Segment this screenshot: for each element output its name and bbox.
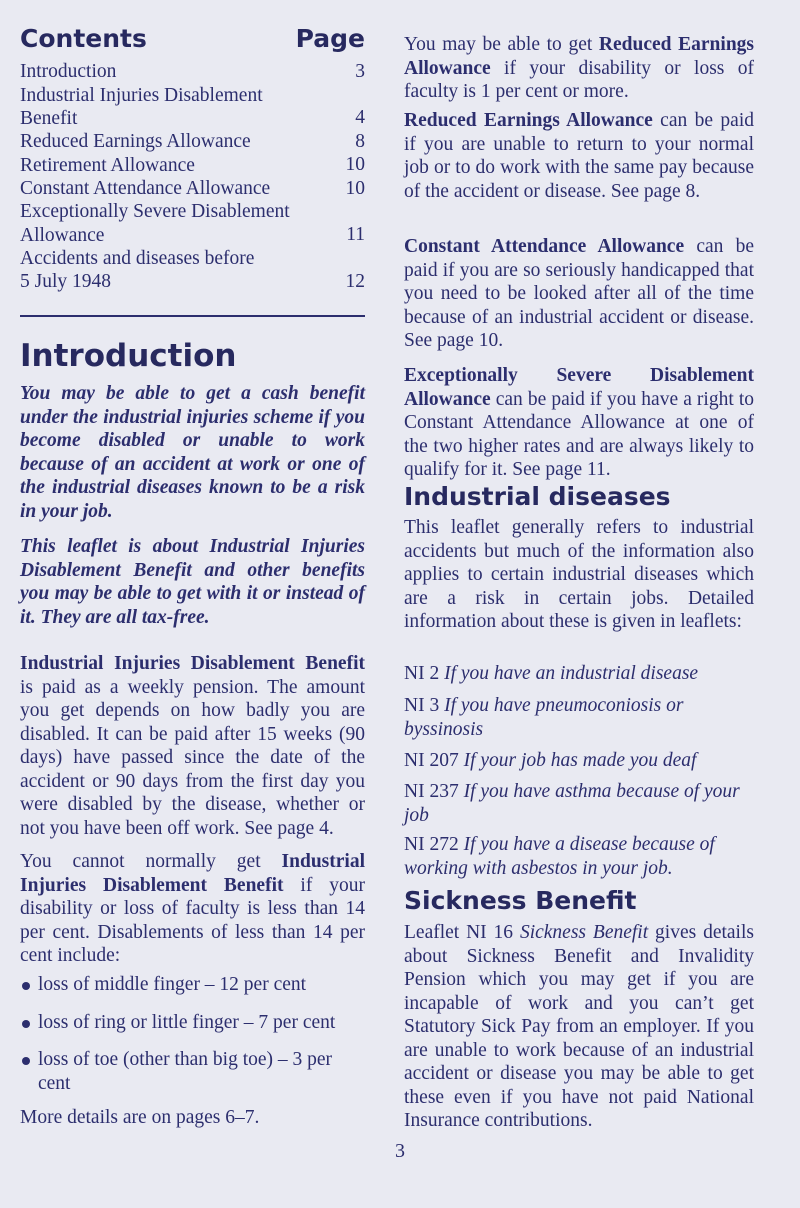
toc-item-title: Reduced Earnings Allowance bbox=[20, 131, 251, 153]
list-item bbox=[20, 1011, 365, 1035]
contents-page-label: Page bbox=[295, 24, 365, 53]
paragraph-text: You cannot normally get bbox=[20, 851, 282, 872]
list-item-text: loss of middle finger – 12 per cent bbox=[38, 974, 307, 995]
toc-item-title: Constant Attendance Allowance bbox=[20, 178, 271, 200]
leaflet-code: NI 2 bbox=[404, 663, 440, 684]
toc-item[interactable] bbox=[20, 60, 365, 84]
paragraph-text: Leaflet NI 16 bbox=[404, 922, 520, 943]
paragraph-text: gives details about Sickness Benefit and Invalidity Pension which you may get if you are incapable of work and you can’t get Statutory Sick Pay from an employer. If you are unable to work because of an industrial accident or disease you may be able to get these even if you have not paid National Insurance contributions. bbox=[404, 922, 754, 1131]
toc-item-page: 10 bbox=[345, 177, 365, 199]
list-item bbox=[20, 973, 365, 997]
toc-item-page: 12 bbox=[345, 270, 365, 292]
toc-item-title: Retirement Allowance bbox=[20, 154, 195, 176]
toc-item[interactable] bbox=[20, 130, 365, 154]
leaflet-title: If your job has made you deaf bbox=[463, 750, 697, 771]
bullet-icon bbox=[22, 982, 30, 990]
leaflet-code: NI 237 bbox=[404, 781, 459, 802]
toc-item-title: Industrial Injuries Disablement Benefit bbox=[20, 84, 263, 129]
introduction-heading: Introduction bbox=[20, 338, 237, 374]
toc-item[interactable] bbox=[20, 177, 365, 201]
toc-item-page: 10 bbox=[345, 154, 365, 176]
toc-item[interactable] bbox=[20, 84, 365, 130]
constant-attendance-paragraph bbox=[404, 235, 754, 353]
intro-paragraph-1 bbox=[20, 652, 365, 840]
leaflet-title: If you have a disease because of working with asbestos in your job. bbox=[404, 834, 715, 879]
leaflet-code: NI 207 bbox=[404, 750, 459, 771]
paragraph-text: if your disability or loss of faculty is 1 per cent or more. bbox=[404, 57, 754, 102]
contents-title: Contents bbox=[20, 24, 147, 53]
table-of-contents bbox=[20, 60, 365, 293]
sickness-benefit-paragraph bbox=[404, 921, 754, 1133]
sickness-benefit-heading: Sickness Benefit bbox=[404, 886, 637, 915]
benefit-name: Reduced Earnings Allowance bbox=[404, 34, 755, 79]
toc-item-page: 11 bbox=[346, 224, 365, 246]
list-item-text: loss of ring or little finger – 7 per cent bbox=[38, 1011, 336, 1033]
leaflet-title: If you have pneumoconiosis or byssinosis bbox=[404, 695, 684, 740]
reduced-earnings-paragraph bbox=[404, 109, 754, 203]
leaflet-title: Sickness Benefit bbox=[519, 922, 649, 943]
contents-header bbox=[20, 24, 365, 53]
leaflet-title: If you have asthma because of your job bbox=[404, 781, 740, 826]
toc-item-page: 8 bbox=[355, 130, 365, 152]
intro-lead-1: You may be able to get a cash benefit under the industrial injuries scheme if you become disabled or unable to work because of an accident at work or one of the industrial diseases known to be a risk in your job. bbox=[20, 383, 365, 522]
severe-disablement-paragraph bbox=[404, 364, 754, 482]
leaflet-code: NI 272 bbox=[404, 834, 459, 855]
paragraph-text: You may be able to get bbox=[404, 34, 599, 55]
page-number: 3 bbox=[395, 1140, 405, 1162]
intro-paragraph-2 bbox=[20, 850, 365, 968]
leaflet-reference bbox=[404, 694, 754, 741]
bullet-icon bbox=[22, 1057, 30, 1065]
disablement-list bbox=[20, 973, 365, 1109]
leaflet-reference bbox=[404, 833, 754, 880]
industrial-diseases-paragraph: This leaflet generally refers to industrial accidents but much of the information also applies to certain industrial diseases which are a risk in certain jobs. Detailed information about these is given in leaflets: bbox=[404, 517, 754, 632]
benefit-name: Reduced Earnings Allowance bbox=[404, 110, 653, 131]
toc-item-title: Exceptionally Severe Disablement Allowance bbox=[20, 201, 290, 246]
more-details: More details are on pages 6–7. bbox=[20, 1107, 260, 1128]
benefit-name: Industrial Injuries Disablement Benefit bbox=[20, 851, 365, 896]
industrial-diseases-heading: Industrial diseases bbox=[404, 482, 671, 511]
toc-item[interactable] bbox=[20, 200, 365, 246]
benefit-name: Constant Attendance Allowance bbox=[404, 236, 685, 257]
toc-item[interactable] bbox=[20, 153, 365, 177]
toc-item[interactable] bbox=[20, 247, 365, 293]
paragraph-text: can be paid if you are unable to return to your normal job or to do work with the same pay because of the accident or disease. See page 8. bbox=[404, 110, 754, 202]
paragraph-text: if your disability or loss of faculty is less than 14 per cent. Disablements of less than 14 per cent include: bbox=[20, 874, 365, 966]
bullet-icon bbox=[22, 1020, 30, 1028]
toc-item-title: Introduction bbox=[20, 61, 117, 83]
paragraph-text: is paid as a weekly pension. The amount you get depends on how badly you are disabled. It can be paid after 15 weeks (90 days) have passed since the date of the accident or 90 days from the first day you were disabled by the disease, whether or not you have been off work. See page 4. bbox=[20, 676, 365, 839]
toc-item-page: 4 bbox=[355, 107, 365, 129]
toc-item-page: 3 bbox=[355, 61, 365, 82]
benefit-name: Exceptionally Severe Disablement Allowance bbox=[404, 365, 754, 410]
paragraph-text: can be paid if you are so seriously handicapped that you need to be looked after all of the time because of an industrial accident or disease. See page 10. bbox=[404, 236, 755, 351]
leaflet-title: If you have an industrial disease bbox=[444, 663, 699, 684]
leaflet-reference bbox=[404, 662, 754, 686]
toc-item-title: Accidents and diseases before 5 July 1948 bbox=[20, 247, 255, 293]
paragraph-text: can be paid if you have a right to Constant Attendance Allowance at one of the two higher rates and are always likely to qualify for it. See page 11. bbox=[404, 388, 754, 480]
list-item bbox=[20, 1048, 365, 1095]
reduced-earnings-intro bbox=[404, 33, 754, 104]
leaflet-reference bbox=[404, 749, 754, 773]
benefit-name: Industrial Injuries Disablement Benefit bbox=[20, 653, 365, 674]
leaflet-code: NI 3 bbox=[404, 695, 440, 716]
intro-lead-2: This leaflet is about Industrial Injuries Disablement Benefit and other benefits you may be able to get with it or instead of it. They are all tax-free. bbox=[20, 536, 365, 628]
list-item-text: loss of toe (other than big toe) – 3 per cent bbox=[38, 1049, 333, 1094]
divider bbox=[20, 315, 365, 317]
leaflet-reference bbox=[404, 780, 754, 827]
